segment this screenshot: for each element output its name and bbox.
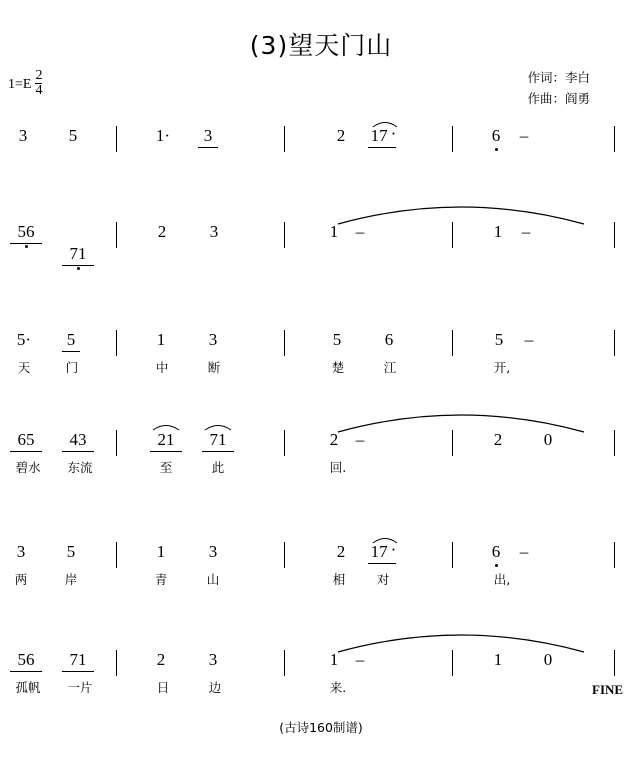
lyric-syllable: 中 bbox=[155, 360, 169, 375]
lyric-syllable: 青 bbox=[154, 572, 168, 587]
note: – bbox=[519, 126, 529, 145]
note: 3 bbox=[18, 126, 28, 145]
note: 3 bbox=[208, 330, 218, 349]
barline bbox=[116, 330, 117, 356]
note: 2 bbox=[157, 222, 167, 241]
staff-system-5 bbox=[0, 542, 642, 638]
lyric-syllable: 边 bbox=[208, 680, 222, 695]
barline bbox=[284, 126, 285, 152]
barline bbox=[452, 650, 453, 676]
lyricist-credit: 作词：李白 bbox=[527, 70, 590, 85]
note: 56 bbox=[10, 222, 42, 244]
note: 17 · bbox=[368, 126, 396, 148]
note: 1 bbox=[156, 330, 166, 349]
lyric-syllable: 日 bbox=[156, 680, 170, 695]
note: 0 bbox=[543, 650, 553, 669]
staff-system-3 bbox=[0, 330, 642, 426]
barline bbox=[116, 126, 117, 152]
lyric-syllable: 楚 bbox=[331, 360, 345, 375]
lyric-syllable: 岸 bbox=[64, 572, 78, 587]
note: 3 bbox=[209, 222, 219, 241]
lyric-syllable: 回. bbox=[329, 460, 347, 475]
note: 2 bbox=[493, 430, 503, 449]
meter-denominator: 4 bbox=[35, 83, 43, 99]
barline bbox=[614, 222, 615, 248]
lyric-syllable: 两 bbox=[14, 572, 28, 587]
note: 56 bbox=[10, 650, 42, 672]
note: 1 bbox=[493, 650, 503, 669]
lyric-syllable: 对 bbox=[376, 572, 390, 587]
lyric-syllable: 孤帆 bbox=[15, 680, 41, 695]
barline bbox=[116, 430, 117, 456]
note: 71 bbox=[62, 244, 94, 266]
note: 5 bbox=[66, 542, 76, 561]
note: 3 bbox=[208, 650, 218, 669]
lyric-syllable: 断 bbox=[207, 360, 221, 375]
barline bbox=[284, 542, 285, 568]
lyric-syllable: 一片 bbox=[67, 680, 93, 695]
note: 5 bbox=[332, 330, 342, 349]
lyric-syllable: 相 bbox=[332, 572, 346, 587]
barline bbox=[614, 542, 615, 568]
lyric-syllable: 碧水 bbox=[15, 460, 41, 475]
barline bbox=[284, 430, 285, 456]
note: – bbox=[524, 330, 534, 349]
lyric-syllable: 至 bbox=[159, 460, 173, 475]
credits bbox=[527, 68, 590, 109]
note: 1 bbox=[329, 650, 339, 669]
barline bbox=[614, 126, 615, 152]
lyric-syllable: 东流 bbox=[67, 460, 93, 475]
barline bbox=[284, 650, 285, 676]
note: 71 bbox=[202, 430, 234, 452]
barline bbox=[284, 222, 285, 248]
note-row bbox=[0, 222, 642, 268]
note: 5 bbox=[68, 126, 78, 145]
barline bbox=[116, 542, 117, 568]
note-row bbox=[0, 542, 642, 588]
note: 2 bbox=[336, 126, 346, 145]
staff-system-2 bbox=[0, 222, 642, 318]
note: 3 bbox=[16, 542, 26, 561]
note: 0 bbox=[543, 430, 553, 449]
key-label: 1=E bbox=[8, 76, 32, 92]
note: 2 bbox=[329, 430, 339, 449]
composer-credit: 作曲：阎勇 bbox=[527, 90, 590, 106]
barline bbox=[452, 430, 453, 456]
staff-system-4 bbox=[0, 430, 642, 526]
note: 1 bbox=[156, 542, 166, 561]
note: 71 bbox=[62, 650, 94, 672]
barline bbox=[452, 330, 453, 356]
note: 6 bbox=[488, 126, 504, 146]
footer-note: (古诗160制谱) bbox=[279, 720, 363, 735]
note: 65 bbox=[10, 430, 42, 452]
lyric-syllable: 门 bbox=[65, 360, 79, 375]
lyric-syllable: 天 bbox=[17, 360, 31, 375]
lyric-syllable: 开, bbox=[493, 360, 511, 375]
lyric-syllable: 出, bbox=[493, 572, 511, 587]
note: 3 bbox=[198, 126, 218, 148]
key-signature bbox=[8, 70, 42, 100]
note: 2 bbox=[156, 650, 166, 669]
note: 6 bbox=[384, 330, 394, 349]
note: 2 bbox=[336, 542, 346, 561]
barline bbox=[452, 126, 453, 152]
note: 17 · bbox=[368, 542, 396, 564]
fine-marking: FINE bbox=[592, 682, 624, 697]
note: – bbox=[355, 222, 365, 241]
note: 6 bbox=[488, 542, 504, 562]
note: 21 bbox=[150, 430, 182, 452]
lyric-syllable: 山 bbox=[206, 572, 220, 587]
note: 5· bbox=[16, 330, 32, 349]
barline bbox=[116, 222, 117, 248]
page-title: (3)望天门山 bbox=[249, 31, 393, 60]
note: – bbox=[519, 542, 529, 561]
barline bbox=[614, 330, 615, 356]
barline bbox=[452, 222, 453, 248]
note-row bbox=[0, 126, 642, 172]
barline bbox=[452, 542, 453, 568]
note: 3 bbox=[208, 542, 218, 561]
note: 1 bbox=[329, 222, 339, 241]
barline bbox=[614, 430, 615, 456]
note: 5 bbox=[62, 330, 80, 352]
lyric-syllable: 来. bbox=[329, 680, 347, 695]
barline bbox=[116, 650, 117, 676]
lyric-syllable: 江 bbox=[383, 360, 397, 375]
note: 5 bbox=[494, 330, 504, 349]
time-signature bbox=[35, 69, 42, 99]
note: 43 bbox=[62, 430, 94, 452]
note: – bbox=[355, 430, 365, 449]
lyric-syllable: 此 bbox=[211, 460, 225, 475]
note: – bbox=[355, 650, 365, 669]
note: – bbox=[521, 222, 531, 241]
meter-numerator: 2 bbox=[35, 68, 43, 83]
note: 1· bbox=[155, 126, 171, 145]
barline bbox=[284, 330, 285, 356]
staff-system-1 bbox=[0, 126, 642, 222]
note-row bbox=[0, 330, 642, 376]
barline bbox=[614, 650, 615, 676]
note: 1 bbox=[493, 222, 503, 241]
